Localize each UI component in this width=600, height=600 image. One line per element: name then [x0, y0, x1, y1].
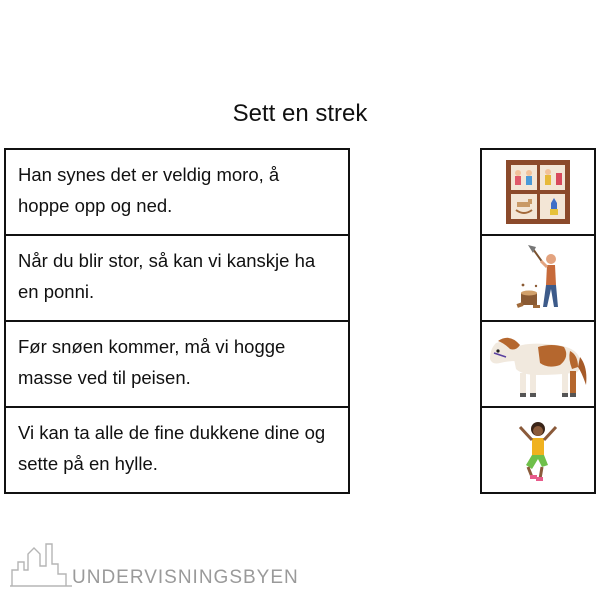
picture-box-wood-chopping[interactable] — [482, 236, 594, 322]
pony-icon — [486, 327, 590, 401]
sentence-column — [4, 148, 350, 494]
sentence-box[interactable]: Vi kan ta alle de fine dukkene dine og sette på en hylle. — [18, 422, 326, 474]
jumping-child-icon — [508, 413, 568, 487]
picture-column — [480, 148, 596, 494]
picture-box-toy-shelf[interactable] — [482, 150, 594, 236]
wood-chopping-icon — [503, 241, 573, 315]
city-skyline-icon — [10, 540, 72, 588]
toy-shelf-icon — [504, 158, 572, 226]
brand-logo — [10, 540, 330, 590]
sentence-box[interactable]: Når du blir stor, så kan vi kanskje ha en ponni. — [6, 236, 348, 322]
page-title: Sett en strek — [232, 100, 368, 127]
brand-logo-text: UNDERVISNINGSBYEN — [72, 567, 299, 588]
picture-box-pony[interactable] — [482, 322, 594, 408]
picture-box-jumping-child[interactable] — [482, 408, 594, 492]
sentence-box[interactable]: Han synes det er veldig moro, å hoppe opp og ned. — [6, 150, 348, 236]
sentence-box[interactable]: Før snøen kommer, må vi hogge masse ved til peisen. — [6, 322, 348, 408]
